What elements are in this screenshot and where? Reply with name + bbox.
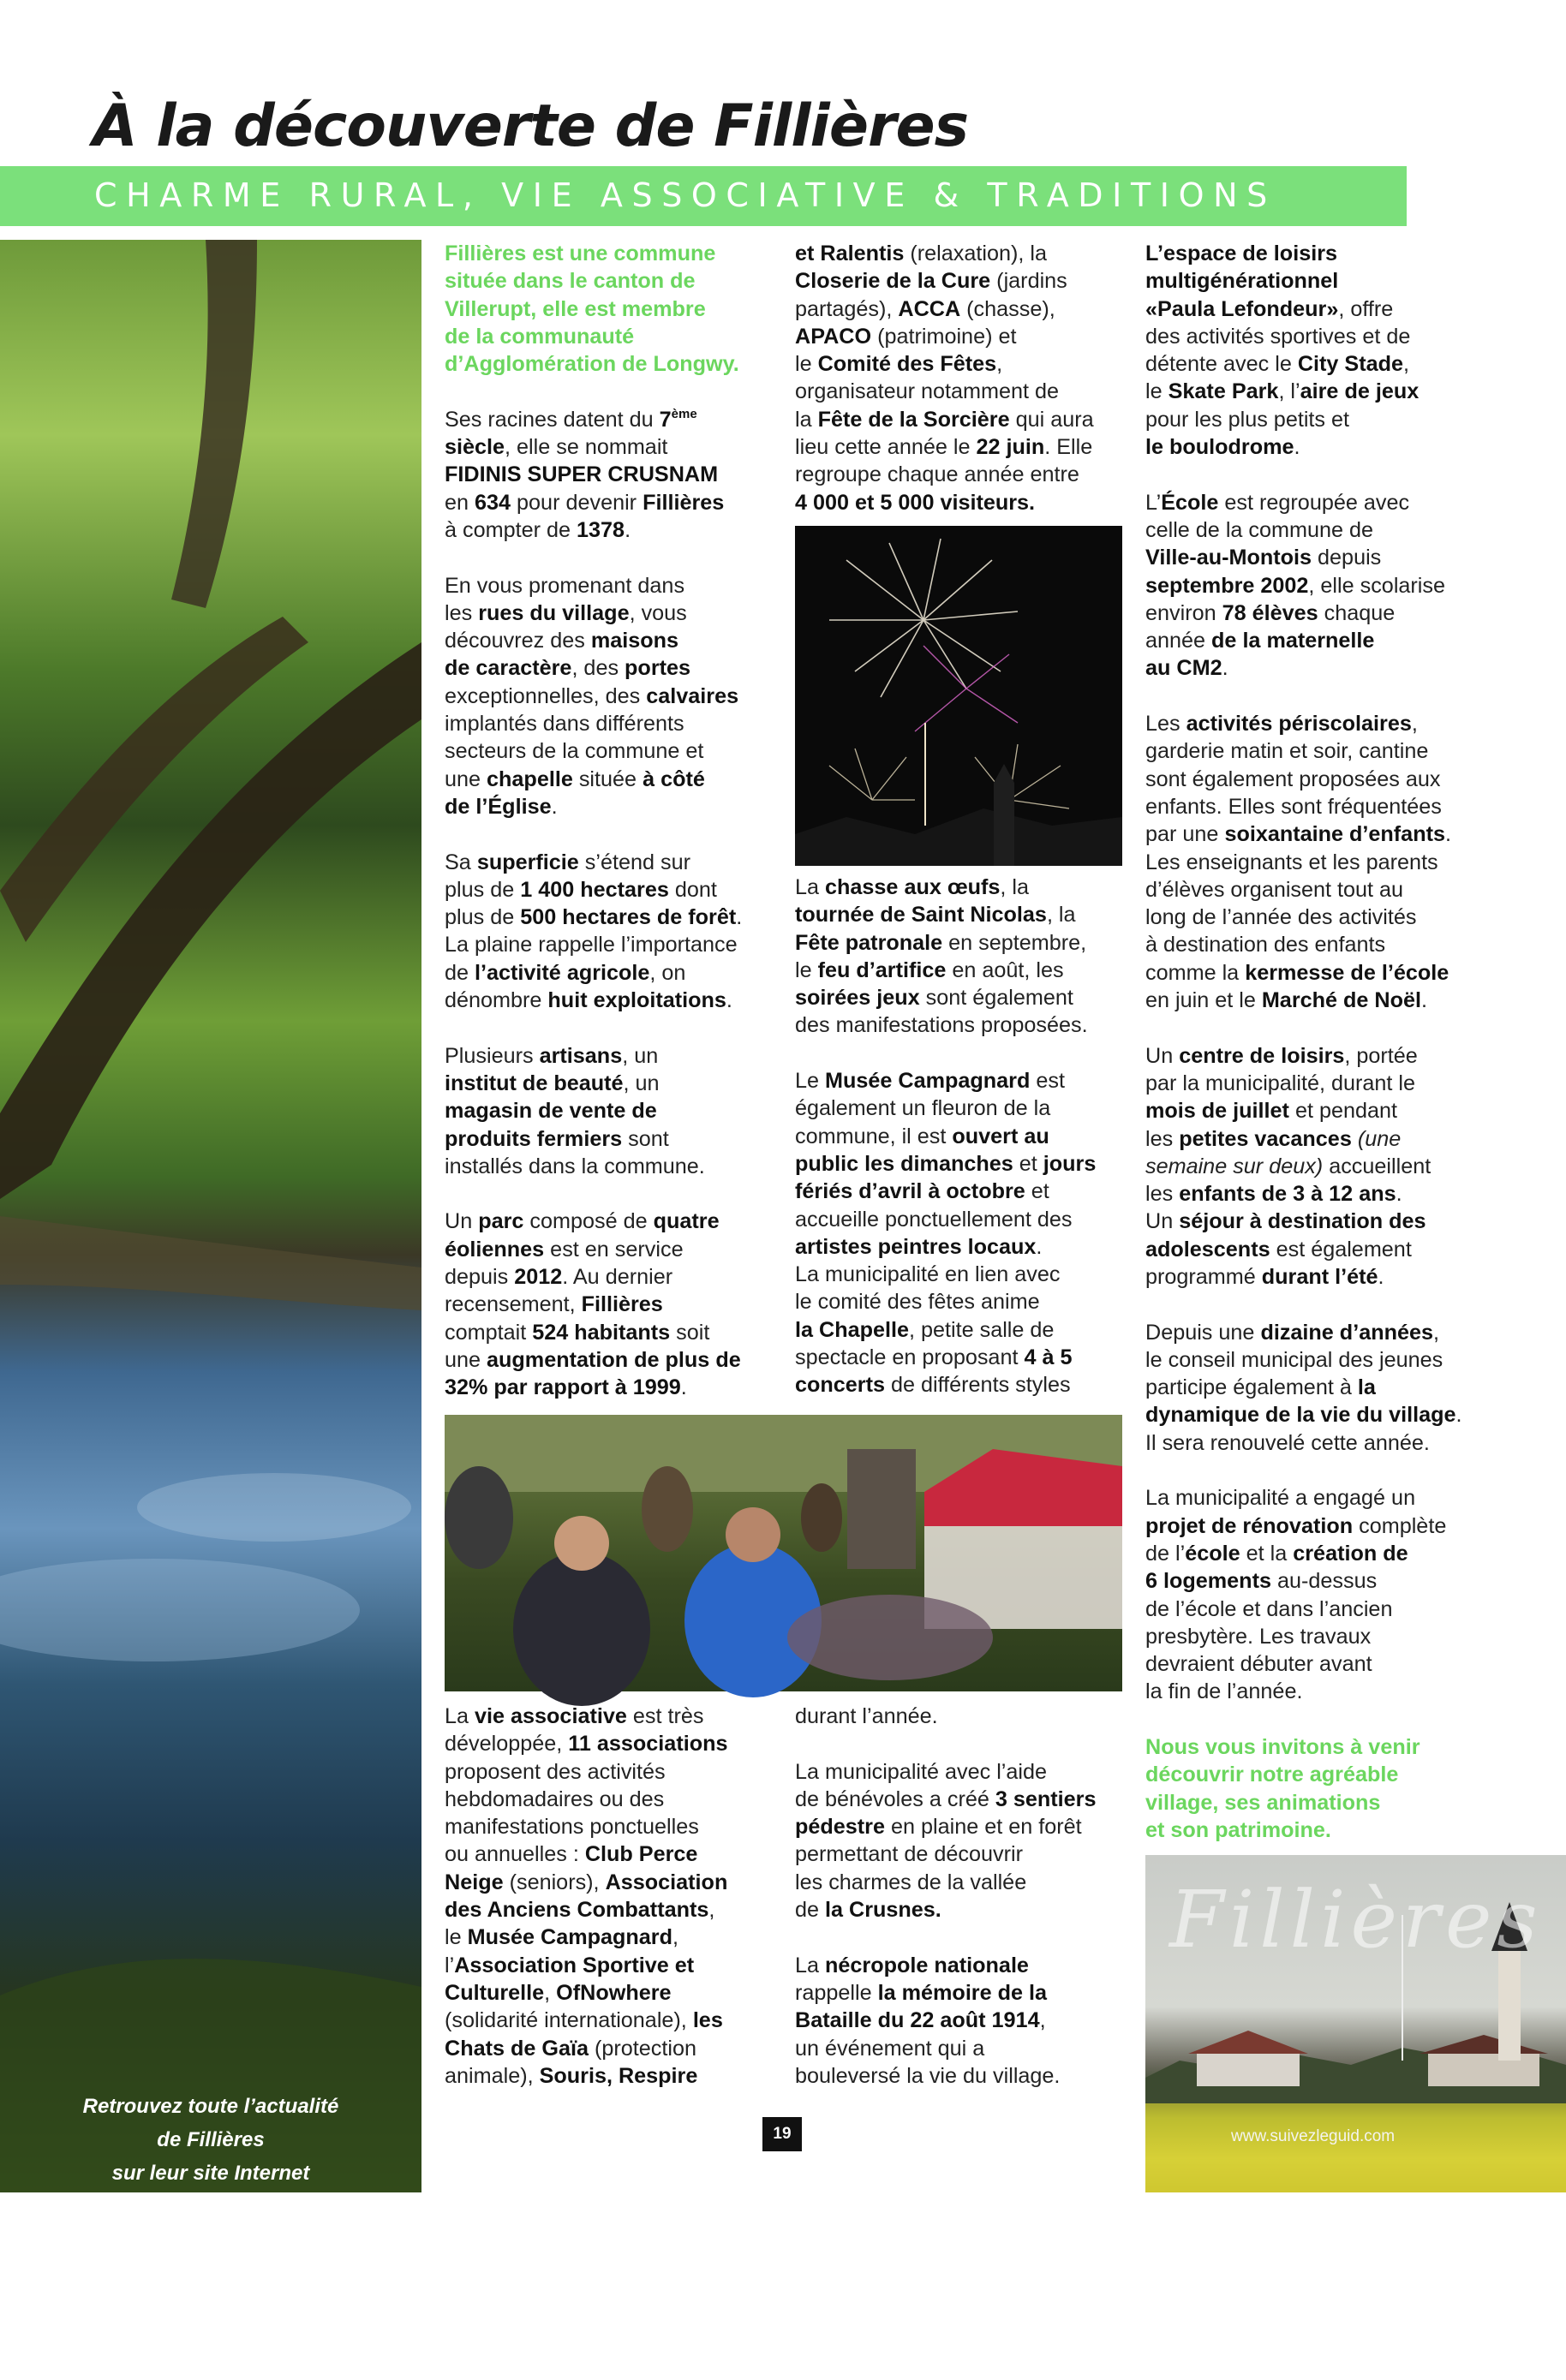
text-line: Un parc composé de quatre xyxy=(445,1209,720,1234)
text-line: les rues du village, vous xyxy=(445,600,687,625)
associations-paragraph xyxy=(445,1703,727,2090)
text-line: «Paula Lefondeur», offre xyxy=(1145,296,1394,321)
text-line: siècle, elle se nommait xyxy=(445,435,668,460)
text-line: celle de la commune de xyxy=(1145,517,1374,542)
text-line: pédestre en plaine et en forêt xyxy=(795,1815,1082,1840)
text-line: le Musée Campagnard, xyxy=(445,1925,678,1950)
text-line: et Ralentis (relaxation), la xyxy=(795,242,1047,265)
text-line: organisateur notamment de xyxy=(795,379,1060,404)
text-line: APACO (patrimoine) et xyxy=(795,324,1017,349)
text-line: manifestations ponctuelles xyxy=(445,1815,699,1840)
text-line: partagés), ACCA (chasse), xyxy=(795,296,1055,321)
text-line: Les enseignants et les parents xyxy=(1145,850,1438,874)
text-line: mois de juillet et pendant xyxy=(1145,1099,1398,1124)
river-tree-illustration xyxy=(0,240,421,2192)
text-line: Un séjour à destination des xyxy=(1145,1209,1426,1234)
fireworks-illustration xyxy=(795,526,1122,866)
brand-script: Suivez xyxy=(146,2359,203,2379)
text-line: située dans le canton de xyxy=(445,269,696,294)
text-column-1 xyxy=(445,240,742,1401)
text-line: rappelle la mémoire de la xyxy=(795,1980,1048,2005)
text-line: le boulodrome. xyxy=(1145,435,1300,460)
text-line: L’École est regroupée avec xyxy=(1145,490,1410,515)
text-line: permettant de découvrir xyxy=(795,1842,1024,1867)
text-line: Nous vous invitons à venir xyxy=(1145,1735,1420,1760)
text-line: La municipalité a engagé un xyxy=(1145,1486,1416,1511)
text-line: En vous promenant dans xyxy=(445,573,685,598)
website-link-button[interactable]: https://fillieres.fr xyxy=(91,2206,327,2252)
text-line: Fillières est une commune xyxy=(445,242,716,265)
text-line: programmé durant l’été. xyxy=(1145,1264,1384,1289)
text-line: dénombre huit exploitations. xyxy=(445,988,732,1013)
text-line: plus de 500 hectares de forêt. xyxy=(445,905,743,930)
renovation-paragraph xyxy=(1145,1484,1462,1705)
page-subtitle: CHARME RURAL, VIE ASSOCIATIVE & TRADITIONS xyxy=(94,176,1276,214)
population-paragraph xyxy=(445,1208,742,1401)
intro-paragraph xyxy=(445,240,742,378)
text-line: tournée de Saint Nicolas, la xyxy=(795,903,1076,928)
text-line: environ 78 élèves chaque xyxy=(1145,600,1396,625)
festival-photo xyxy=(445,1415,1122,1691)
trails-paragraph xyxy=(795,1758,1096,1924)
text-line: public les dimanches et jours xyxy=(795,1151,1097,1176)
text-column-2 xyxy=(795,240,1094,516)
text-line: Villerupt, elle est membre xyxy=(445,296,706,321)
fillieres-watermark: Fillières xyxy=(1169,1874,1543,1965)
text-line: également un fleuron de la xyxy=(795,1096,1051,1121)
subtitle-band xyxy=(0,166,1407,226)
website-promo xyxy=(0,2090,421,2190)
area-paragraph xyxy=(445,849,742,1015)
text-line: hebdomadaires ou des xyxy=(445,1786,665,1811)
text-line: Fête patronale en septembre, xyxy=(795,930,1087,955)
text-line: de la Crusnes. xyxy=(795,1898,941,1923)
text-line: Plusieurs artisans, un xyxy=(445,1043,659,1068)
school-paragraph xyxy=(1145,489,1462,683)
text-line: 4 000 et 5 000 visiteurs. xyxy=(795,490,1036,515)
text-line: Culturelle, OfNowhere xyxy=(445,1980,672,2005)
text-line: des activités sportives et de xyxy=(1145,324,1411,349)
text-line: l’Association Sportive et xyxy=(445,1953,695,1977)
text-line: concerts de différents styles xyxy=(795,1373,1071,1398)
page-title: À la découverte de Fillières xyxy=(93,92,969,160)
text-line: La vie associative est très xyxy=(445,1704,704,1728)
text-line: soirées jeux sont également xyxy=(795,986,1073,1011)
text-line: détente avec le City Stade, xyxy=(1145,352,1410,377)
text-line: en 634 pour devenir Fillières xyxy=(445,490,725,515)
youth-council-paragraph xyxy=(1145,1319,1462,1457)
text-line: les petites vacances (une xyxy=(1145,1126,1402,1151)
text-line: La municipalité avec l’aide xyxy=(795,1759,1048,1784)
text-line: artistes peintres locaux. xyxy=(795,1234,1043,1259)
text-line: enfants. Elles sont fréquentées xyxy=(1145,794,1442,819)
periscolaire-paragraph xyxy=(1145,710,1462,1014)
text-line: institut de beauté, un xyxy=(445,1071,660,1095)
text-line: FIDINIS SUPER CRUSNAM xyxy=(445,462,719,487)
text-line: des Anciens Combattants, xyxy=(445,1898,715,1923)
heritage-paragraph xyxy=(445,572,742,821)
text-line: projet de rénovation complète xyxy=(1145,1513,1447,1538)
leisure-center-paragraph xyxy=(1145,1042,1462,1291)
village-photo xyxy=(1145,1855,1566,2192)
text-line: 32% par rapport à 1999. xyxy=(445,1375,687,1400)
text-line: ou annuelles : Club Perce xyxy=(445,1842,698,1867)
associations-continued xyxy=(795,240,1094,516)
text-line: d’Agglomération de Longwy. xyxy=(445,352,739,377)
festival-illustration xyxy=(445,1415,1122,1691)
text-line: magasin de vente de xyxy=(445,1099,657,1124)
text-line: durant l’année. xyxy=(795,1704,938,1728)
text-line: développée, 11 associations xyxy=(445,1732,728,1757)
text-line: le Comité des Fêtes, xyxy=(795,352,1003,377)
text-line: La chasse aux œufs, la xyxy=(795,875,1030,899)
text-line: la fin de l’année. xyxy=(1145,1679,1303,1704)
text-line: bouleversé la vie du village. xyxy=(795,2063,1061,2088)
text-line: de bénévoles a créé 3 sentiers xyxy=(795,1786,1097,1811)
text-line: Il sera renouvelé cette année. xyxy=(1145,1430,1430,1455)
text-line: installés dans la commune. xyxy=(445,1154,705,1178)
text-line: Les activités périscolaires, xyxy=(1145,712,1418,737)
text-line: Chats de Gaïa (protection xyxy=(445,2036,696,2061)
text-line: participe également à la xyxy=(1145,1375,1376,1400)
text-line: des manifestations proposées. xyxy=(795,1013,1088,1038)
text-line: exceptionnelles, des calvaires xyxy=(445,683,739,708)
promo-line: sur leur site Internet xyxy=(111,2162,310,2185)
text-line: de caractère, des portes xyxy=(445,656,691,681)
text-line: au CM2. xyxy=(1145,656,1228,681)
text-line: une chapelle située à côté xyxy=(445,766,705,791)
text-line: Bataille du 22 août 1914, xyxy=(795,2008,1046,2033)
text-line: le feu d’artifice en août, les xyxy=(795,957,1064,982)
text-line: devraient débuter avant xyxy=(1145,1652,1372,1677)
brand-name: LE GUID xyxy=(207,2359,281,2379)
text-line: découvrez des maisons xyxy=(445,629,679,653)
text-line: le comité des fêtes anime xyxy=(795,1290,1040,1315)
text-line: regroupe chaque année entre xyxy=(795,462,1079,487)
artisans-paragraph xyxy=(445,1042,742,1180)
text-line: le conseil municipal des jeunes xyxy=(1145,1347,1443,1372)
text-line: Le Musée Campagnard est xyxy=(795,1069,1065,1094)
text-line: éoliennes est en service xyxy=(445,1237,684,1262)
text-line: de l’Église. xyxy=(445,794,558,819)
text-line: implantés dans différents xyxy=(445,712,684,737)
text-line: adolescents est également xyxy=(1145,1237,1412,1262)
text-line: produits fermiers sont xyxy=(445,1126,669,1151)
text-line: de l’école et dans l’ancien xyxy=(1145,1596,1393,1621)
text-line: et son patrimoine. xyxy=(1145,1817,1331,1842)
text-line: multigénérationnel xyxy=(1145,269,1339,294)
text-line: les charmes de la vallée xyxy=(795,1870,1027,1894)
text-line: secteurs de la commune et xyxy=(445,739,704,764)
text-line: La plaine rappelle l’importance xyxy=(445,933,738,957)
page-number: 19 xyxy=(762,2117,802,2151)
text-line: Un centre de loisirs, portée xyxy=(1145,1043,1418,1068)
text-line: les enfants de 3 à 12 ans. xyxy=(1145,1182,1402,1207)
text-line: animale), Souris, Respire xyxy=(445,2063,698,2088)
text-line: découvrir notre agréable xyxy=(1145,1763,1399,1787)
text-line: Sa superficie s’étend sur xyxy=(445,850,691,874)
events-paragraph xyxy=(795,874,1096,1040)
text-line: septembre 2002, elle scolarise xyxy=(1145,573,1446,598)
text-line: de l’activité agricole, on xyxy=(445,960,686,985)
history-paragraph xyxy=(445,406,742,544)
text-line: comptait 524 habitants soit xyxy=(445,1320,710,1345)
text-line: L’espace de loisirs xyxy=(1145,242,1338,265)
text-line: d’élèves organisent tout au xyxy=(1145,877,1404,902)
text-line: presbytère. Les travaux xyxy=(1145,1624,1372,1649)
text-line: La nécropole nationale xyxy=(795,1953,1029,1977)
text-line: année de la maternelle xyxy=(1145,629,1375,653)
promo-line: de Fillières xyxy=(157,2128,265,2151)
text-line: à destination des enfants xyxy=(1145,933,1386,957)
text-line: Closerie de la Cure (jardins xyxy=(795,269,1067,294)
text-line: Neige (seniors), Association xyxy=(445,1870,728,1894)
text-line: spectacle en proposant 4 à 5 xyxy=(795,1345,1073,1370)
text-line: de l’école et la création de xyxy=(1145,1541,1408,1566)
text-line: plus de 1 400 hectares dont xyxy=(445,877,717,902)
text-line: (solidarité internationale), les xyxy=(445,2008,723,2033)
leisure-paragraph xyxy=(1145,240,1462,461)
invitation-paragraph xyxy=(1145,1733,1462,1844)
text-line: long de l’année des activités xyxy=(1145,905,1417,930)
text-line: comme la kermesse de l’école xyxy=(1145,960,1449,985)
text-line: le Skate Park, l’aire de jeux xyxy=(1145,379,1420,404)
text-line: en juin et le Marché de Noël. xyxy=(1145,988,1427,1013)
text-line: Ville-au-Montois depuis xyxy=(1145,546,1382,570)
text-line: un événement qui a xyxy=(795,2036,985,2061)
text-line: proposent des activités xyxy=(445,1759,666,1784)
text-line: lieu cette année le 22 juin. Elle xyxy=(795,435,1093,460)
text-line: à compter de 1378. xyxy=(445,517,631,542)
text-column-2-bottom xyxy=(795,1703,1096,2090)
text-line: par la municipalité, durant le xyxy=(1145,1071,1416,1095)
text-line: dynamique de la vie du village. xyxy=(1145,1403,1462,1428)
river-tree-photo xyxy=(0,240,421,2379)
text-line: depuis 2012. Au dernier xyxy=(445,1264,673,1289)
text-line: semaine sur deux) accueillent xyxy=(1145,1154,1432,1178)
site-url-text: www.suivezleguid.com xyxy=(1231,2127,1396,2145)
text-line: village, ses animations xyxy=(1145,1790,1381,1815)
text-line: de la communauté xyxy=(445,324,635,349)
text-line: la Fête de la Sorcière qui aura xyxy=(795,407,1094,432)
text-line: La municipalité en lien avec xyxy=(795,1262,1061,1287)
text-line: garderie matin et soir, cantine xyxy=(1145,739,1429,764)
text-line: sont également proposées aux xyxy=(1145,766,1441,791)
text-line: pour les plus petits et xyxy=(1145,407,1350,432)
text-line: la Chapelle, petite salle de xyxy=(795,1317,1055,1342)
text-line: 6 logements au-dessus xyxy=(1145,1569,1378,1594)
text-line: commune, il est ouvert au xyxy=(795,1124,1049,1148)
text-column-2-continued xyxy=(795,874,1096,1399)
brand-logo xyxy=(146,2359,281,2380)
text-line: fériés d’avril à octobre et xyxy=(795,1179,1049,1204)
text-line: recensement, Fillières xyxy=(445,1292,663,1317)
text-column-3 xyxy=(1145,240,1462,1844)
text-line: une augmentation de plus de xyxy=(445,1347,741,1372)
fireworks-photo xyxy=(795,526,1122,866)
museum-paragraph xyxy=(795,1067,1096,1399)
text-line: Ses racines datent du 7ème xyxy=(445,406,697,432)
text-line: par une soixantaine d’enfants. xyxy=(1145,822,1451,847)
necropolis-paragraph xyxy=(795,1952,1096,2090)
text-line: Depuis une dizaine d’années, xyxy=(1145,1320,1439,1345)
promo-line: Retrouvez toute l’actualité xyxy=(82,2095,339,2118)
text-line: accueille ponctuellement des xyxy=(795,1207,1073,1232)
